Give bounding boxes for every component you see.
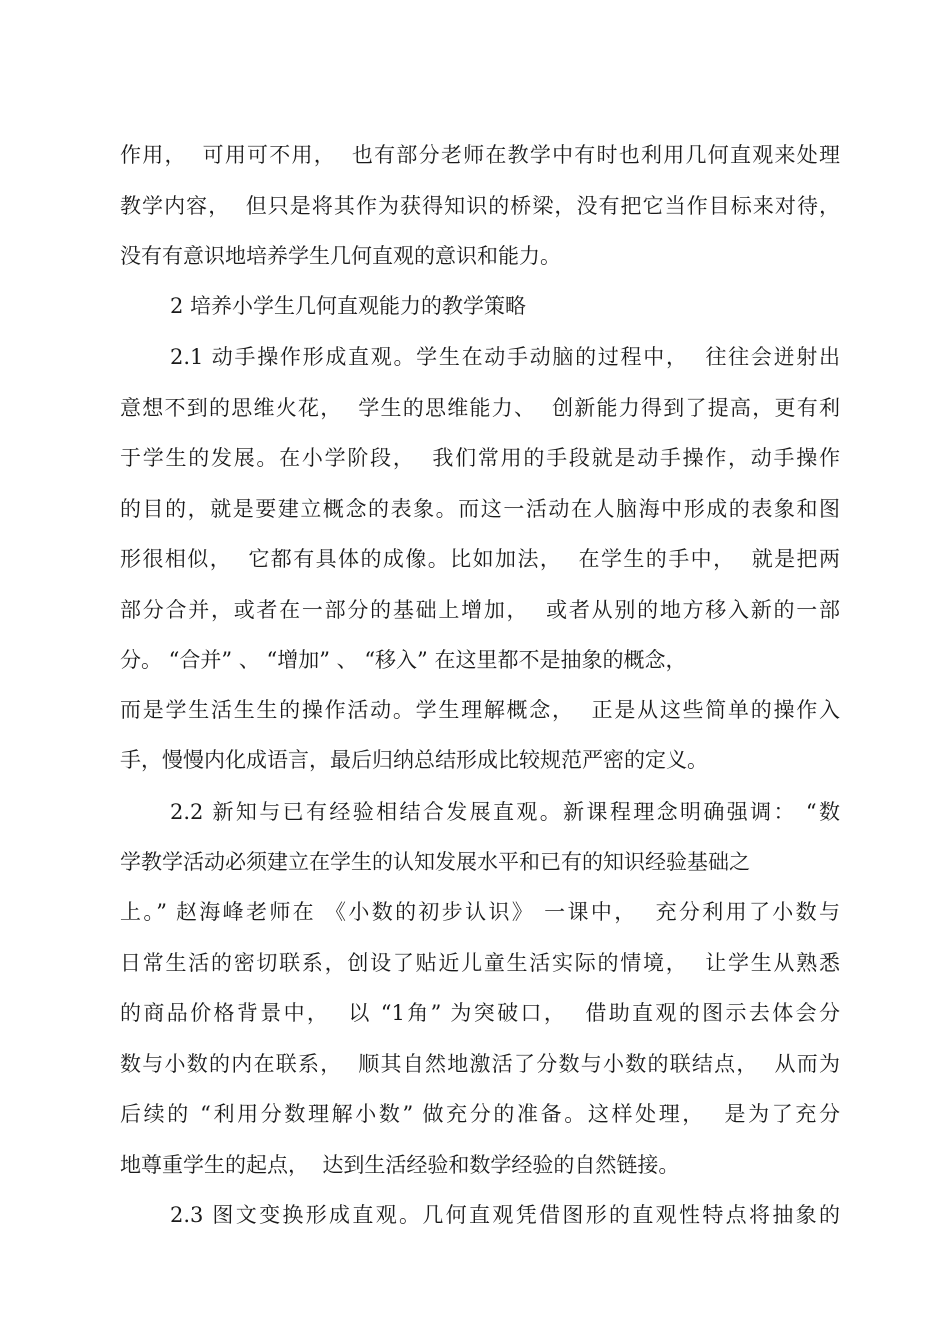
- text-line: 上。” 赵海峰老师在 《小数的初步认识》 一课中， 充分利用了小数与: [120, 900, 840, 924]
- text-line: 意想不到的思维火花， 学生的思维能力、 创新能力得到了提高，更有利: [120, 396, 840, 420]
- section-heading: 2 培养小学生几何直观能力的教学策略: [170, 294, 527, 318]
- text-line: 的商品价格背景中， 以 “1角” 为突破口， 借助直观的图示去体会分: [120, 1001, 840, 1025]
- text-line: 教学内容， 但只是将其作为获得知识的桥梁，没有把它当作目标来对待，: [120, 194, 840, 218]
- text-line: 数与小数的内在联系， 顺其自然地激活了分数与小数的联结点， 从而为: [120, 1052, 840, 1076]
- text-line: 学教学活动必须建立在学生的认知发展水平和已有的知识经验基础之: [120, 850, 750, 874]
- subsection-heading-line: 2.1 动手操作形成直观。学生在动手动脑的过程中， 往往会迸射出: [170, 345, 840, 369]
- subsection-heading-line: 2.2 新知与已有经验相结合发展直观。新课程理念明确强调： “数: [170, 800, 840, 824]
- text-line: 而是学生活生生的操作活动。学生理解概念， 正是从这些简单的操作入: [120, 698, 840, 722]
- text-line: 作用， 可用可不用， 也有部分老师在教学中有时也利用几何直观来处理: [120, 143, 840, 167]
- text-line: 没有有意识地培养学生几何直观的意识和能力。: [120, 244, 561, 268]
- text-line: 手，慢慢内化成语言，最后归纳总结形成比较规范严密的定义。: [120, 748, 708, 772]
- text-line: 分。 “合并” 、 “增加” 、 “移入” 在这里都不是抽象的概念，: [120, 648, 687, 672]
- text-line: 形很相似， 它都有具体的成像。比如加法， 在学生的手中， 就是把两: [120, 547, 840, 571]
- text-line: 于学生的发展。在小学阶段， 我们常用的手段就是动手操作，动手操作: [120, 446, 840, 470]
- text-line: 部分合并，或者在一部分的基础上增加， 或者从别的地方移入新的一部: [120, 598, 840, 622]
- text-line: 地尊重学生的起点， 达到生活经验和数学经验的自然链接。: [120, 1153, 680, 1177]
- text-line: 日常生活的密切联系，创设了贴近儿童生活实际的情境， 让学生从熟悉: [120, 951, 840, 975]
- text-line: 后续的 “利用分数理解小数” 做充分的准备。这样处理， 是为了充分: [120, 1102, 840, 1126]
- subsection-heading-line: 2.3 图文变换形成直观。几何直观凭借图形的直观性特点将抽象的: [170, 1203, 840, 1227]
- text-line: 的目的，就是要建立概念的表象。而这一活动在人脑海中形成的表象和图: [120, 497, 840, 521]
